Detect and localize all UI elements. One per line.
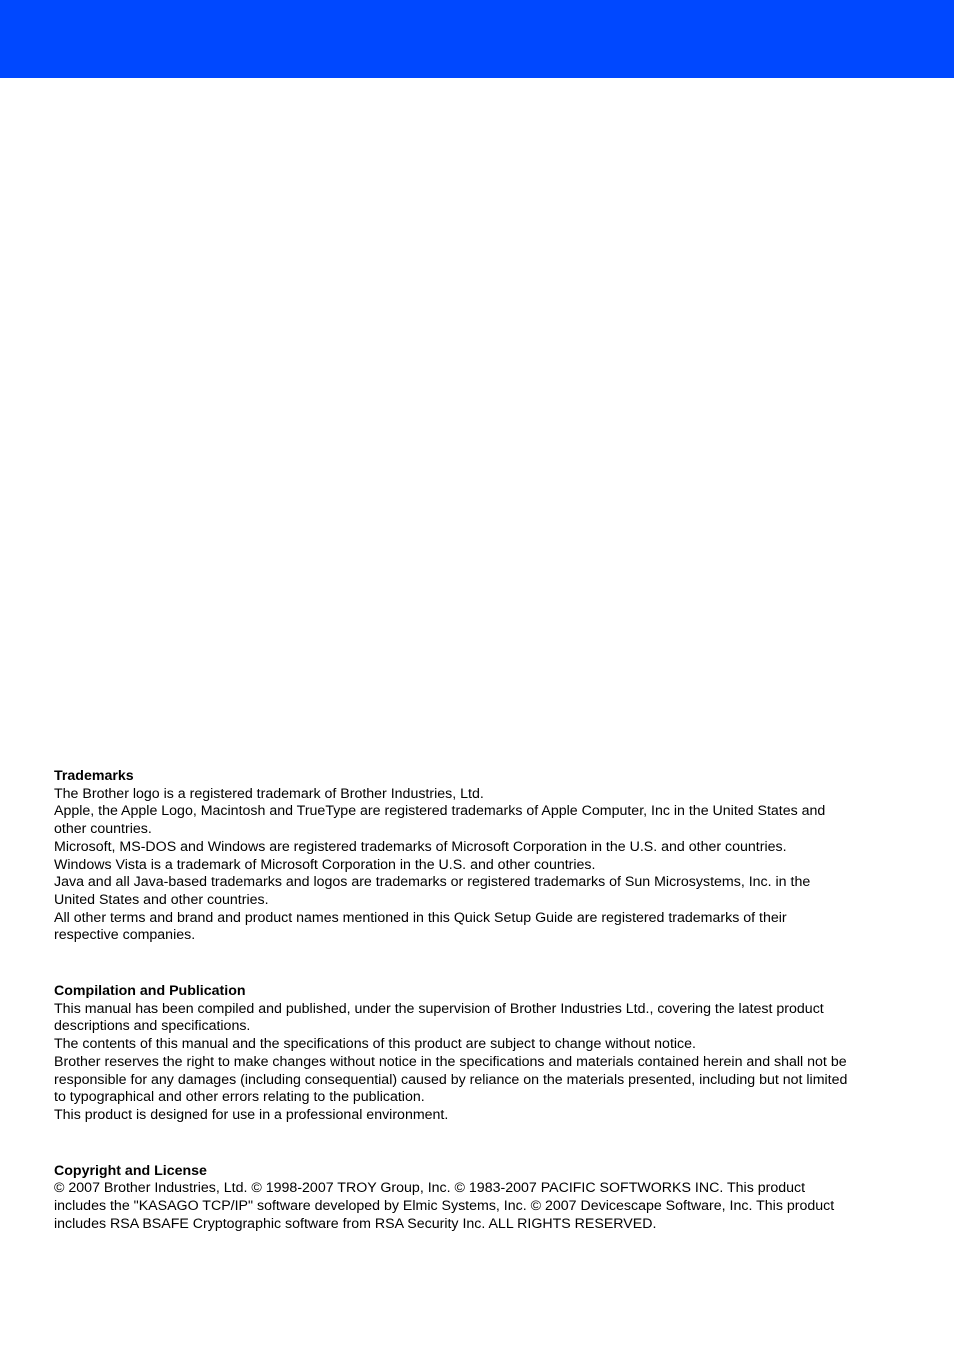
- trademark-paragraph: Java and all Java-based trademarks and logos are trademarks or registered trademarks of Sun Microsystems, Inc. in the United States and other countries.: [54, 874, 811, 908]
- trademark-paragraph: The Brother logo is a registered trademark of Brother Industries, Ltd.: [54, 785, 484, 802]
- compilation-paragraph: Brother reserves the right to make changes without notice in the specifications and materials contained herein and shall not be responsible for any damages (including consequential) caused by reliance on the materials presented, including but not limited to typographical and other errors relating to the publication.: [54, 1053, 848, 1106]
- trademarks-section: [54, 768, 854, 945]
- compilation-paragraph: This manual has been compiled and published, under the supervision of Brother Industries Ltd., covering the latest product descriptions and specifications.: [54, 1000, 824, 1035]
- compilation-paragraph: The contents of this manual and the specifications of this product are subject to change without notice.: [54, 1036, 696, 1053]
- legal-notices: [54, 768, 854, 1233]
- trademarks-heading: Trademarks: [54, 768, 134, 784]
- copyright-heading: Copyright and License: [54, 1162, 207, 1179]
- compilation-heading: Compilation and Publication: [54, 983, 246, 1000]
- trademark-paragraph: All other terms and brand and product names mentioned in this Quick Setup Guide are registered trademarks of their respective companies.: [54, 909, 787, 944]
- compilation-paragraph: This product is designed for use in a professional environment.: [54, 1106, 449, 1123]
- copyright-paragraph: © 2007 Brother Industries, Ltd. © 1998-2007 TROY Group, Inc. © 1983-2007 PACIFIC SOFTWORKS INC. This product includes the "KASAGO TCP/IP" software developed by Elmic Systems, Inc. © 2007 Devicescape Software, Inc. This product includes RSA BSAFE Cryptographic software from RSA Security Inc. ALL RIGHTS RESERVED.: [54, 1180, 835, 1232]
- compilation-section: [54, 983, 854, 1125]
- trademark-paragraph: Apple, the Apple Logo, Macintosh and TrueType are registered trademarks of Apple Computer, Inc in the United States and other countries.: [54, 803, 826, 838]
- copyright-section: [54, 1163, 854, 1234]
- trademark-paragraph: Windows Vista is a trademark of Microsoft Corporation in the U.S. and other countries.: [54, 856, 596, 873]
- header-color-band: [0, 0, 954, 78]
- trademark-paragraph: Microsoft, MS-DOS and Windows are registered trademarks of Microsoft Corporation in the U.S. and other countries.: [54, 838, 787, 855]
